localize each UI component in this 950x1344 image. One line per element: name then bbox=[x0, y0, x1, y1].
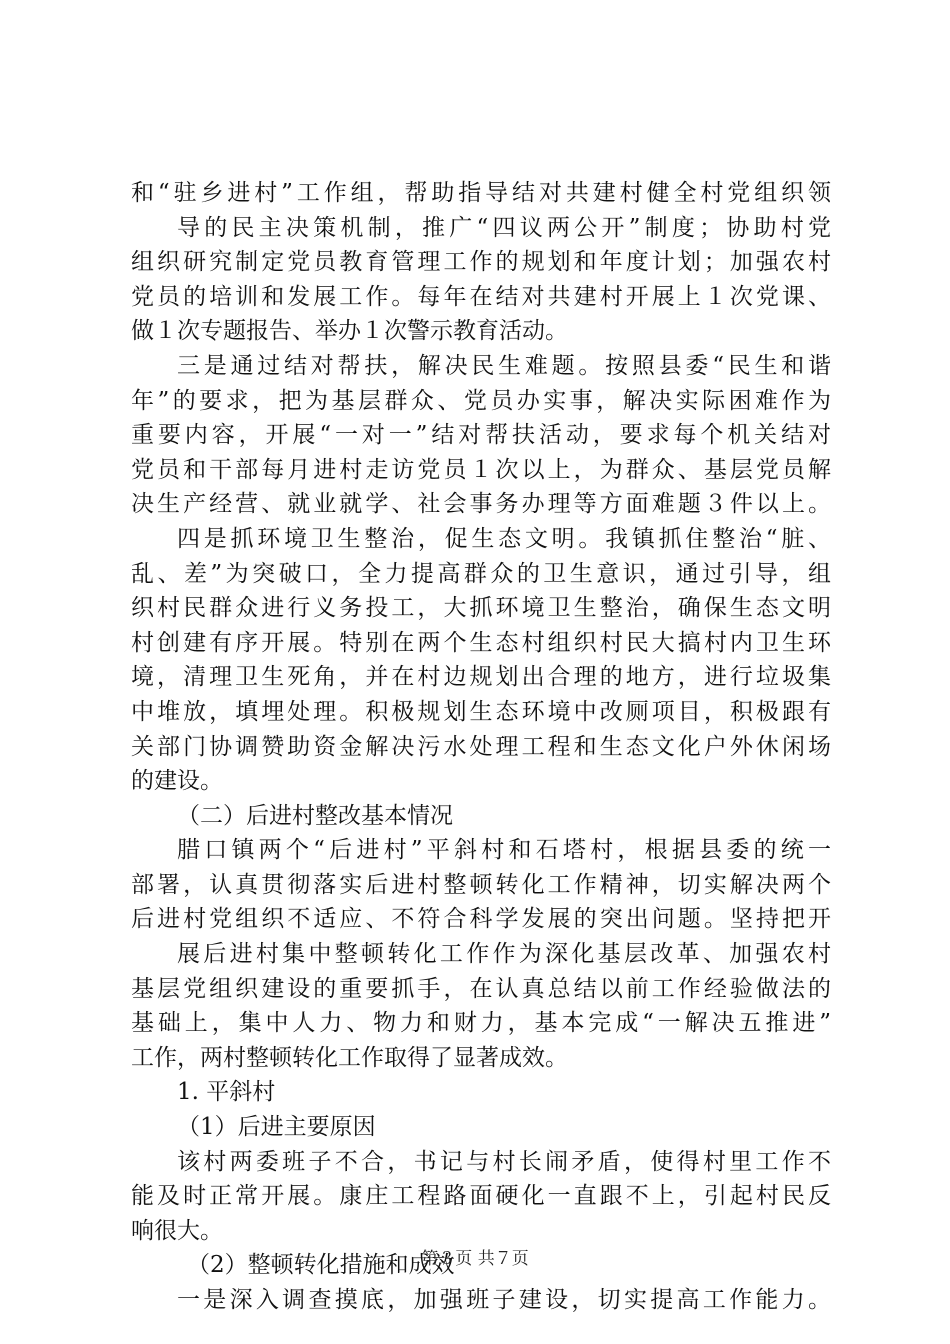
text-line: 工作，两村整顿转化工作取得了显著成效。 bbox=[131, 1044, 568, 1071]
text-line: 响很大。 bbox=[131, 1217, 223, 1244]
text-line: 展后进村集中整顿转化工作作为深化基层改革、加强农村 bbox=[177, 941, 831, 968]
text-line: 织村民群众进行义务投工，大抓环境卫生整治，确保生态文明 bbox=[131, 595, 831, 622]
text-line: 关部门协调赞助资金解决污水处理工程和生态文化户外休闲场 bbox=[131, 733, 831, 760]
text-line: （1）后进主要原因 bbox=[177, 1114, 376, 1141]
text-line: 1. 平斜村 bbox=[177, 1079, 276, 1106]
text-line: 组织研究制定党员教育管理工作的规划和年度计划；加强农村 bbox=[131, 249, 831, 276]
text-line: 决生产经营、就业就学、社会事务办理等方面难题３件以上。 bbox=[131, 491, 831, 518]
text-line: 三是通过结对帮扶，解决民生难题。按照县委“民生和谐 bbox=[177, 352, 831, 379]
text-line: 基础上，集中人力、物力和财力，基本完成“一解决五推进” bbox=[131, 1010, 831, 1037]
text-line: （二）后进村整改基本情况 bbox=[177, 802, 453, 829]
text-line: 导的民主决策机制，推广“四议两公开”制度；协助村党 bbox=[177, 214, 831, 241]
text-line: 年”的要求，把为基层群众、党员办实事，解决实际困难作为 bbox=[131, 387, 831, 414]
text-line: 乱、差”为突破口，全力提高群众的卫生意识，通过引导，组 bbox=[131, 560, 831, 587]
text-line: 腊口镇两个“后进村”平斜村和石塔村，根据县委的统一 bbox=[177, 837, 831, 864]
text-line: 重要内容，开展“一对一”结对帮扶活动，要求每个机关结对 bbox=[131, 422, 831, 449]
text-line: 后进村党组织不适应、不符合科学发展的突出问题。坚持把开 bbox=[131, 906, 831, 933]
text-line: 中堆放，填埋处理。积极规划生态环境中改厕项目，积极跟有 bbox=[131, 698, 831, 725]
text-line: （2）整顿转化措施和成效 bbox=[187, 1252, 455, 1279]
text-line: 村创建有序开展。特别在两个生态村组织村民大搞村内卫生环 bbox=[131, 629, 831, 656]
text-line: 党员的培训和发展工作。每年在结对共建村开展上１次党课、 bbox=[131, 283, 831, 310]
text-line: 党员和干部每月进村走访党员１次以上，为群众、基层党员解 bbox=[131, 456, 831, 483]
text-line: 做１次专题报告、举办１次警示教育活动。 bbox=[131, 318, 568, 345]
body-text bbox=[131, 176, 831, 1318]
text-line: 该村两委班子不合，书记与村长闹矛盾，使得村里工作不 bbox=[177, 1148, 831, 1175]
text-line: 能及时正常开展。康庄工程路面硬化一直跟不上，引起村民反 bbox=[131, 1183, 831, 1210]
text-line: 部署，认真贯彻落实后进村整顿转化工作精神，切实解决两个 bbox=[131, 871, 831, 898]
text-line: 基层党组织建设的重要抓手，在认真总结以前工作经验做法的 bbox=[131, 975, 831, 1002]
text-line: 的建设。 bbox=[131, 768, 223, 795]
text-line: 境，清理卫生死角，并在村边规划出合理的地方，进行垃圾集 bbox=[131, 664, 831, 691]
text-line: 一是深入调查摸底，加强班子建设，切实提高工作能力。 bbox=[177, 1287, 831, 1313]
text-line: 四是抓环境卫生整治，促生态文明。我镇抓住整治“脏、 bbox=[177, 525, 831, 552]
page-footer: 第３页 共７页 bbox=[421, 1249, 529, 1269]
text-line: 和“驻乡进村”工作组，帮助指导结对共建村健全村党组织领 bbox=[131, 180, 831, 206]
